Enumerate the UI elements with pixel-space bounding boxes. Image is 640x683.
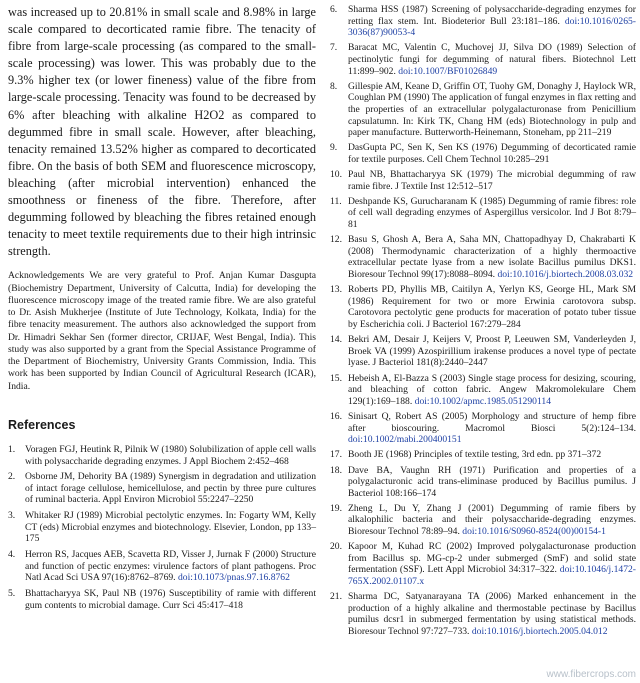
reference-doi-link[interactable]: doi:10.1046/j.1472-765X.2002.01107.x xyxy=(348,564,636,588)
reference-doi-link[interactable]: doi:10.1016/S0960-8524(00)00154-1 xyxy=(462,526,606,538)
references-heading: References xyxy=(8,417,76,432)
reference-item xyxy=(330,284,636,330)
reference-item xyxy=(330,196,636,231)
reference-text: Dave BA, Vaughn RH (1971) Purification and properties of a polygalacturonic acid trans-eliminase produced by Bacillus pumilus. J Bacteriol 108:166–174 xyxy=(348,464,636,499)
left-column xyxy=(8,4,316,616)
reference-item xyxy=(8,471,316,506)
reference-number: 21. xyxy=(330,591,342,603)
reference-item xyxy=(330,411,636,446)
reference-item xyxy=(330,541,636,587)
reference-item xyxy=(330,465,636,500)
reference-doi-link[interactable]: doi:10.1016/j.biortech.2008.03.032 xyxy=(497,269,634,281)
reference-item xyxy=(8,444,316,467)
reference-number: 9. xyxy=(330,142,338,154)
reference-text: Bekri AM, Desair J, Keijers V, Proost P, Leeuwen SM, Vanderleyden J, Broek VA (1999) Azospirillium irakense produces a novel type of pectate lyase. J Bacteriol 181(8):2440–2447 xyxy=(348,334,636,369)
reference-text: DasGupta PC, Sen K, Sen KS (1976) Degumming of decorticated ramie for textile purposes. Cell Chem Technol 10:285–291 xyxy=(348,142,636,165)
reference-number: 17. xyxy=(330,449,342,461)
reference-number: 18. xyxy=(330,464,342,476)
reference-number: 7. xyxy=(330,42,338,54)
reference-number: 16. xyxy=(330,410,342,422)
reference-item xyxy=(330,234,636,280)
reference-text: Voragen FGJ, Heutink R, Pilnik W (1980) Solubilization of apple cell walls with polysaccharide degrading enzymes. J Appl Biochem 2:452–468 xyxy=(25,443,316,467)
reference-text: Osborne JM, Dehority BA (1989) Synergism in degradation and utilization of intact forage cellulose, hemicellulose, and pectin by three pure cultures of ruminal bacteria. Appl Environ Microbiol 55:2247–2250 xyxy=(25,471,316,506)
reference-item xyxy=(330,169,636,192)
reference-doi-link[interactable]: doi:10.1016/0265-3036(87)90053-4 xyxy=(348,15,636,39)
reference-item xyxy=(330,503,636,538)
body-paragraph: was increased up to 20.81% in small scale and 8.98% in large scale compared to decorticated ramie fibre. The tenacity of fibre from large-scale processing (as compared to the small-scale processing) was lower. This was probably due to the 9.3% higher tex (or lower fineness) value of the fibre from large-scale processing. Tenacity was found to be decreased by 6% after bleaching with alkaline H2O2 as compared to degummed fibre in small scale. However, after bleaching, tenacity remained 13.52% higher as compared to decorticated fibre. On the basis of both SEM and fluorescence microscopy, bleaching (after microbial intervention) enhanced the smoothness or fineness of the fibre. Therefore, after degumming followed by bleaching the fibres retained enough tenacity to meet textile requirements due to their high intrinsic strength. xyxy=(8,5,316,259)
reference-number: 19. xyxy=(330,502,342,514)
reference-text: Zheng L, Du Y, Zhang J (2001) Degumming of ramie fibers by alkalophilic bacteria and their polysaccharide-degrading enzymes. Bioresour Technol 78:89–94. xyxy=(348,502,636,538)
reference-text: Hebeish A, El-Bazza S (2003) Single stage process for desizing, scouring, and bleaching of cotton fabric. Angew Makromolekulare Chem 129(1):169–188. xyxy=(348,372,636,407)
reference-item xyxy=(330,4,636,39)
reference-text: Deshpande KS, Gurucharanam K (1985) Degumming of ramie fibres: role of cell wall degrading enzymes of Aspergillus versicolor. Ind J Bot 8:79–81 xyxy=(348,195,636,231)
reference-number: 12. xyxy=(330,234,342,246)
reference-number: 15. xyxy=(330,372,342,384)
references-list-right xyxy=(330,4,636,638)
reference-item xyxy=(8,549,316,584)
reference-item xyxy=(8,588,316,611)
reference-text: Booth JE (1968) Principles of textile testing, 3rd edn. pp 371–372 xyxy=(348,449,602,461)
reference-item xyxy=(330,449,636,461)
reference-number: 11. xyxy=(330,195,342,207)
reference-item xyxy=(330,591,636,637)
reference-number: 10. xyxy=(330,169,342,181)
reference-text: Herron RS, Jacques AEB, Scavetta RD, Visser J, Jurnak F (2000) Structure and function of pectic enzymes: virulence factors of plant pathogens. Proc Natl Acad Sci USA 97(16):8762–8769. xyxy=(25,549,316,584)
reference-number: 20. xyxy=(330,541,342,553)
reference-number: 1. xyxy=(8,443,16,455)
reference-number: 5. xyxy=(8,588,16,600)
reference-doi-link[interactable]: doi:10.1007/BF01026849 xyxy=(398,65,498,77)
reference-number: 2. xyxy=(8,471,16,483)
reference-number: 3. xyxy=(8,510,16,522)
reference-text: Sharma DC, Satyanarayana TA (2006) Marked enhancement in the production of a highly alkaline and thermostable pectinase by Bacillus pumilus dcsr1 in submerged fermentation by using statistical methods. Bioresour Technol 97:727–733. xyxy=(348,591,636,637)
reference-text: Paul NB, Bhattacharyya SK (1979) The microbial degumming of raw ramie fibre. J Textile Inst 12:512–517 xyxy=(348,169,636,192)
right-column xyxy=(330,4,636,641)
reference-item xyxy=(330,81,636,139)
reference-item xyxy=(330,142,636,165)
reference-text: Basu S, Ghosh A, Bera A, Saha MN, Chattopadhyay D, Chakrabarti K (2008) Thermodynamic characterization of a highly thermoactive extracellular pectate lyase from a new isolate Bacillus pumilus DKS1. Bioresour Technol 99(17):8088–8094. xyxy=(348,234,636,281)
references-list-left xyxy=(8,444,316,611)
reference-text: Roberts PD, Phyllis MB, Caitilyn A, Yerlyn KS, George HL, Mark SM (1986) Requirement for two or more Erwinia carotovora subsp. Carotovora pectolytic gene products for maceration of potato tuber tissue by Escherichia coli. J Bacteriol 167:279–284 xyxy=(348,284,636,330)
reference-item xyxy=(330,373,636,408)
reference-number: 13. xyxy=(330,284,342,296)
reference-doi-link[interactable]: doi:10.1016/j.biortech.2005.04.012 xyxy=(471,626,608,637)
reference-doi-link[interactable]: doi:10.1002/mabi.200400151 xyxy=(348,434,462,446)
reference-number: 8. xyxy=(330,80,338,92)
reference-item xyxy=(8,510,316,545)
reference-text: Kapoor M, Kuhad RC (2002) Improved polygalacturonase production from Bacillus sp. MG-cp-2 under submerged (SmF) and solid state fermentation (SSF). Lett Appl Microbiol 34:317–322. xyxy=(348,541,636,576)
acknowledgements: Acknowledgements We are very grateful to Prof. Anjan Kumar Dasgupta (Biochemistry Department, University of Calcutta, India) for developing the fluorescence microscopy image of the treated ramie fibre. We are also grateful to Dr. Asish Mukherjee (Institute of Jute Technology, Kolkata, India) for the fibre tenacity measurement. The authors also acknowledged the support from Dr. Himadri Sekhar Sen (former director, CRIJAF, West Bengal, India). This study was also supported by a grant from the Special Assistance Programme of the Department of Biochemistry, University Grants Commission, India. This work has been supported by Indian Council of Agricultural Research (ICAR), India. xyxy=(8,270,316,392)
reference-text: Baracat MC, Valentin C, Muchovej JJ, Silva DO (1989) Selection of pectinolytic fungi for degumming of natural fibers. Biotechnol Lett 11:899–902. xyxy=(348,42,636,77)
watermark: www.fibercrops.com xyxy=(546,669,636,680)
reference-text: Gillespie AM, Keane D, Griffin OT, Tuohy GM, Donaghy J, Haylock WR, Coughlan PM (1990) The application of fungal enzymes in flax retting and the properties of an extracellular polygalacturonase from Penicillium capsulatumn. In: Kirk TK, Chang HM (eds) Biotechnology in pulp and paper manufacture. Butterworth-Heinemann, Stoneham, pp 211–219 xyxy=(348,80,636,139)
reference-text: Sinisart Q, Robert AS (2005) Morphology and structure of hemp fibre after bioscouring. Macromol Biosci 5(2):124–134. xyxy=(348,410,636,434)
reference-doi-link[interactable]: doi:10.1073/pnas.97.16.8762 xyxy=(177,572,290,584)
reference-item xyxy=(330,334,636,369)
reference-number: 4. xyxy=(8,549,16,561)
reference-number: 14. xyxy=(330,334,342,346)
reference-doi-link[interactable]: doi:10.1002/apmc.1985.051290114 xyxy=(414,395,551,407)
reference-item xyxy=(330,42,636,77)
reference-text: Bhattacharyya SK, Paul NB (1976) Susceptibility of ramie with different gum contents to microbial damage. Curr Sci 45:417–418 xyxy=(25,588,316,611)
reference-text: Whitaker RJ (1989) Microbial pectolytic enzymes. In: Fogarty WM, Kelly CT (eds) Microbial enzymes and biotechnology. Elsevier, London, pp 133–175 xyxy=(25,510,316,545)
reference-text: Sharma HSS (1987) Screening of polysaccharide-degrading enzymes for retting flax stem. Int. Biodeterior Bull 23:181–186. xyxy=(348,4,636,27)
reference-number: 6. xyxy=(330,4,338,15)
